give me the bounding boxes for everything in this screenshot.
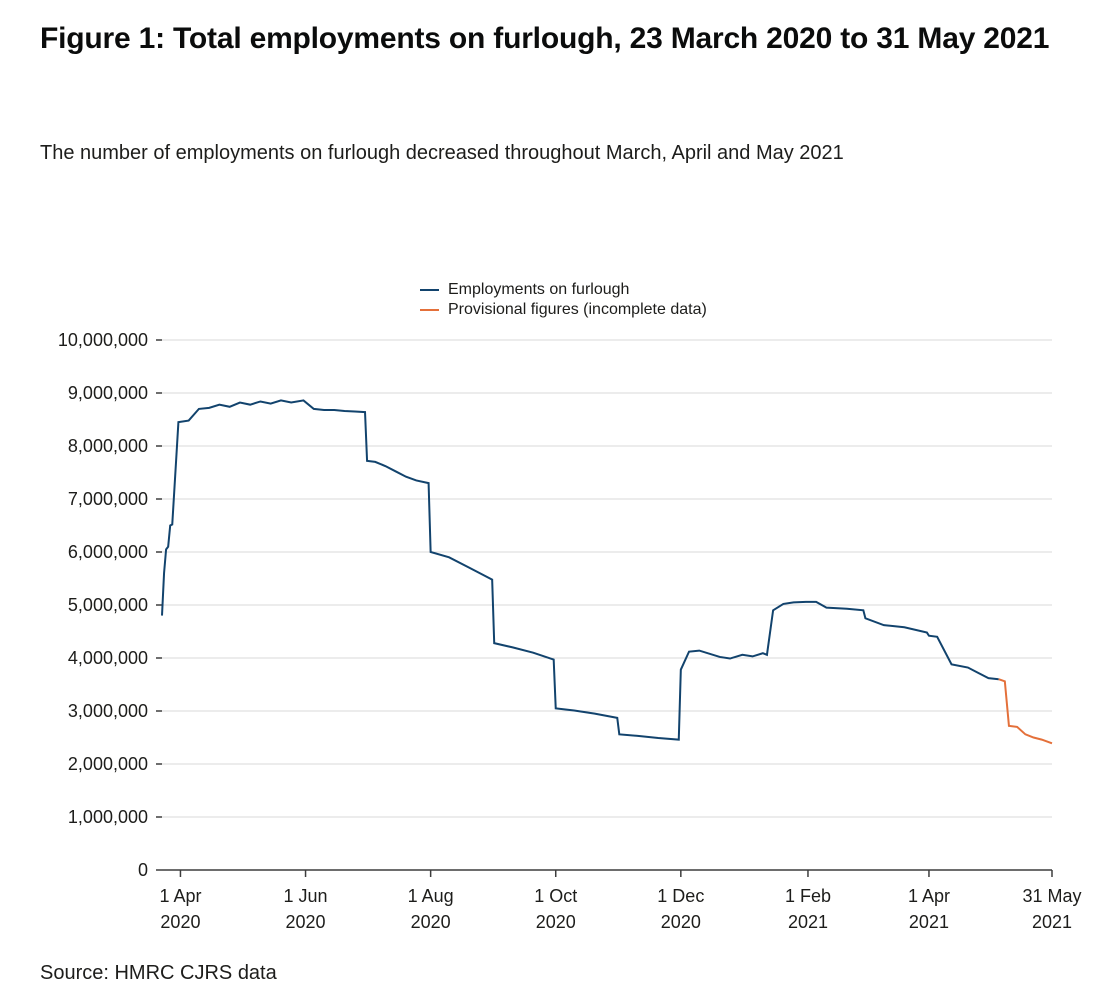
x-tick-label: 1 Feb — [784, 886, 831, 906]
x-tick-label: 1 Apr — [907, 886, 950, 906]
x-tick-label-year: 2021 — [1031, 912, 1073, 932]
plot-area — [0, 250, 1100, 940]
y-tick-label: 2,000,000 — [67, 754, 148, 774]
figure-subtitle: The number of employments on furlough decreased throughout March, April and May 2021 — [40, 142, 844, 164]
x-tick-label-year: 2020 — [160, 912, 201, 932]
x-tick-label: 1 Oct — [534, 886, 578, 906]
legend-label-provisional: Provisional figures (incomplete data) — [448, 300, 707, 318]
y-tick-label: 9,000,000 — [67, 383, 148, 403]
x-tick-label: 1 Aug — [407, 886, 454, 906]
page-title: Figure 1: Total employments on furlough, 23 March 2020 to 31 May 2021 — [40, 22, 1050, 55]
y-tick-label: 5,000,000 — [67, 595, 148, 615]
gridlines — [162, 340, 1052, 817]
y-tick-label: 8,000,000 — [67, 436, 148, 456]
x-tick-label-year: 2020 — [410, 912, 451, 932]
line-chart — [0, 250, 1100, 940]
y-tick-label: 6,000,000 — [67, 542, 148, 562]
x-tick-label-year: 2020 — [285, 912, 326, 932]
y-tick-label: 0 — [137, 860, 148, 880]
source-note: Source: HMRC CJRS data — [40, 962, 277, 984]
y-tick-label: 1,000,000 — [67, 807, 148, 827]
x-tick-label: 1 Jun — [283, 886, 328, 906]
y-tick-label: 10,000,000 — [57, 330, 148, 350]
x-tick-label-year: 2021 — [787, 912, 828, 932]
legend-label-furlough: Employments on furlough — [448, 280, 630, 298]
x-tick-label: 1 Apr — [159, 886, 202, 906]
x-tick-label-year: 2021 — [908, 912, 949, 932]
y-tick-label: 7,000,000 — [67, 489, 148, 509]
y-axis-ticks — [58, 330, 162, 880]
series-line-furlough — [162, 400, 999, 739]
x-tick-label: 31 May — [1022, 886, 1082, 906]
x-tick-label: 1 Dec — [657, 886, 705, 906]
x-tick-label-year: 2020 — [535, 912, 576, 932]
y-tick-label: 4,000,000 — [67, 648, 148, 668]
x-axis-ticks — [159, 870, 1081, 932]
x-tick-label-year: 2020 — [660, 912, 701, 932]
y-tick-label: 3,000,000 — [67, 701, 148, 721]
